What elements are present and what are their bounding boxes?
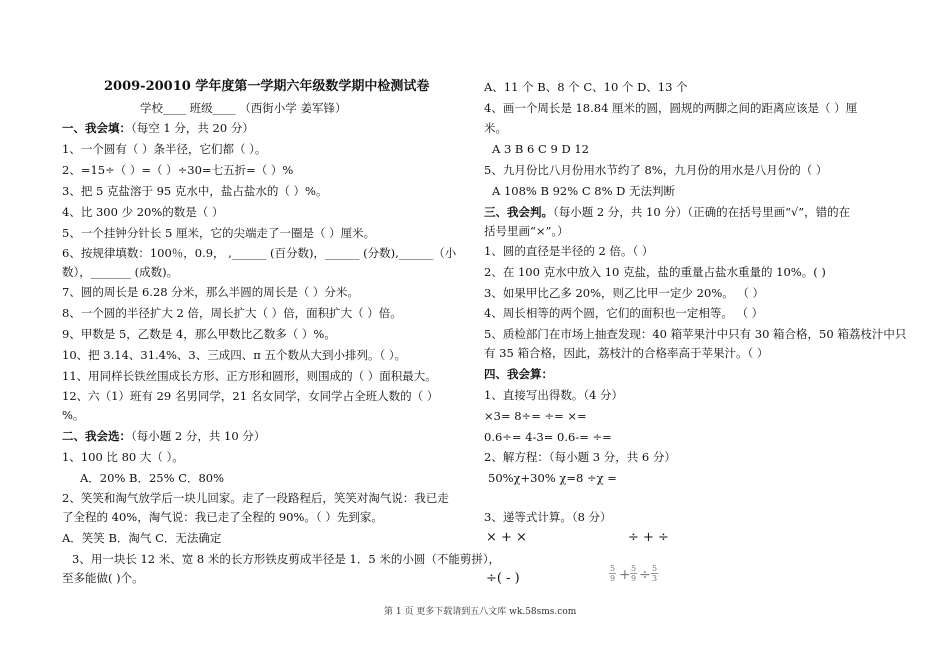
section-1-title: 一、我会填： bbox=[62, 121, 131, 135]
section-2-note: （每小题 2 分，共 10 分） bbox=[131, 429, 266, 443]
choice-q1: 1、100 比 80 大（ ）。 bbox=[62, 450, 184, 464]
choice-q4-line2: 米。 bbox=[484, 121, 507, 135]
fill-q12-line2: %。 bbox=[62, 408, 85, 422]
section-3-header bbox=[484, 205, 850, 219]
choice-q3-line1: 3、用一块长 12 米、宽 8 米的长方形铁皮剪成半径是 1．5 米的小圆（不能剪拼）， bbox=[72, 552, 501, 566]
section-3-note-line2: 括号里画“×”。） bbox=[484, 224, 569, 238]
fill-q12-line1: 12、六（1）班有 29 名男同学，21 名女同学，女同学占全班人数的（ ） bbox=[62, 389, 439, 403]
school-class-line: 学校____ 班级____ （西街小学 姜军锋） bbox=[140, 101, 347, 115]
choice-q5-options: A 108% B 92% C 8% D 无法判断 bbox=[492, 184, 676, 198]
calc-part3-expr2: ÷ + ÷ bbox=[628, 530, 669, 545]
plus-operator: + bbox=[619, 567, 631, 583]
fraction-3 bbox=[651, 564, 658, 583]
fill-q2: 2、=15÷（ ）=（ ）÷30=七五折=（ ）% bbox=[62, 163, 294, 177]
fill-q1: 1、一个圆有（ ）条半径，它们都（ ）。 bbox=[62, 142, 267, 156]
section-1-note: （每空 1 分，共 20 分） bbox=[131, 121, 254, 135]
section-4-title: 四、我会算： bbox=[484, 367, 553, 381]
fraction-3-numerator: 5 bbox=[651, 564, 658, 573]
choice-q3-line2: 至多能做( )个。 bbox=[62, 571, 144, 585]
judge-q1: 1、圆的直径是半径的 2 倍。（ ） bbox=[484, 244, 654, 258]
choice-q2-options: A．笑笑 B．淘气 C．无法确定 bbox=[62, 531, 222, 545]
choice-q3-options: A、11 个 B、8 个 C、10 个 D、13 个 bbox=[484, 80, 688, 94]
calc-part2-title: 2、解方程：（每小题 3 分，共 6 分） bbox=[484, 450, 676, 464]
fraction-2-numerator: 5 bbox=[630, 564, 637, 573]
calc-part3-expr3: ÷( - ) bbox=[486, 571, 520, 586]
fill-q8: 8、一个圆的半径扩大 2 倍，周长扩大（ ）倍，面积扩大（ ）倍。 bbox=[62, 306, 402, 320]
choice-q5: 5、九月份比八月份用水节约了 8%，九月份的用水是八月份的（ ） bbox=[484, 163, 828, 177]
page-footer: 第 1 页 更多下载请到五八文库 wk.58sms.com bbox=[384, 607, 577, 617]
fill-q5: 5、一个挂钟分针长 5 厘米，它的尖端走了一圈是（ ）厘米。 bbox=[62, 226, 376, 240]
section-3-title: 三、我会判。 bbox=[484, 205, 553, 219]
fill-q9: 9、甲数是 5，乙数是 4，那么甲数比乙数多（ ）%。 bbox=[62, 327, 336, 341]
judge-q4: 4、周长相等的两个圆，它们的面积也一定相等。 （ ） bbox=[484, 306, 764, 320]
calc-part1-row1: ×3= 8÷= ÷= ×= bbox=[484, 409, 587, 423]
fill-q4: 4、比 300 少 20%的数是（ ） bbox=[62, 205, 224, 219]
section-1-header bbox=[62, 121, 254, 135]
choice-q4-options: A 3 B 6 C 9 D 12 bbox=[492, 142, 589, 156]
judge-q2: 2、在 100 克水中放入 10 克盐，盐的重量占盐水重量的 10%。( ) bbox=[484, 265, 826, 279]
fraction-2 bbox=[630, 564, 637, 583]
fill-q3: 3、把 5 克盐溶于 95 克水中，盐占盐水的（ ）%。 bbox=[62, 184, 328, 198]
fill-q6-line2: 数），_______ (成数)。 bbox=[62, 265, 179, 279]
choice-q4-line1: 4、画一个周长是 18.84 厘米的圆，圆规的两脚之间的距离应该是（ ）厘 bbox=[484, 101, 858, 115]
section-3-note: （每小题 2 分，共 10 分）（正确的在括号里画“√”，错的在 bbox=[553, 205, 851, 219]
judge-q5-line1: 5、质检部门在市场上抽查发现：40 箱苹果汁中只有 30 箱合格，50 箱荔枝汁中只 bbox=[484, 327, 907, 341]
calc-part3-expr1: × + × bbox=[486, 530, 527, 545]
fill-q6-line1: 6、按规律填数：100％，0.9， ,______ (百分数)，______ (分数),______（小 bbox=[62, 246, 457, 260]
section-2-header bbox=[62, 429, 265, 443]
fraction-1-denominator: 9 bbox=[609, 574, 616, 583]
fill-q10: 10、把 3.14、31.4%、3、三成四、π 五个数从大到小排列。（ ）。 bbox=[62, 348, 407, 362]
calc-part1-title: 1、直接写出得数。（4 分） bbox=[484, 388, 624, 402]
fraction-2-denominator: 9 bbox=[630, 574, 637, 583]
divide-operator: ÷ bbox=[639, 567, 651, 583]
judge-q3: 3、如果甲比乙多 20%，则乙比甲一定少 20%。 （ ） bbox=[484, 286, 765, 300]
calc-part1-row2: 0.6÷= 4-3= 0.6-= ÷= bbox=[484, 430, 612, 444]
page-title: 2009-20010 学年度第一学期六年级数学期中检测试卷 bbox=[104, 79, 430, 94]
judge-q5-line2: 有 35 箱合格，因此，荔枝汁的合格率高于苹果汁。（ ） bbox=[484, 346, 769, 360]
equation-row: 50%χ+30% χ=8 ÷χ = bbox=[488, 471, 617, 485]
fraction-3-denominator: 3 bbox=[651, 574, 658, 583]
section-2-title: 二、我会选： bbox=[62, 429, 131, 443]
fill-q11: 11、用同样长铁丝围成长方形、正方形和圆形，则围成的（ ）面积最大。 bbox=[62, 369, 437, 383]
fill-q7: 7、圆的周长是 6.28 分米，那么半圆的周长是（ ）分米。 bbox=[62, 285, 359, 299]
choice-q1-options: A．20% B．25% C．80% bbox=[80, 471, 225, 485]
calc-part3-title: 3、递等式计算。（8 分） bbox=[484, 510, 612, 524]
choice-q2-line1: 2、笑笑和淘气放学后一块儿回家。走了一段路程后，笑笑对淘气说：我已走 bbox=[62, 491, 449, 505]
choice-q2-line2: 了全程的 40%，淘气说：我已走了全程的 90%。（ ）先到家。 bbox=[62, 510, 383, 524]
fraction-1 bbox=[609, 564, 616, 583]
fraction-1-numerator: 5 bbox=[609, 564, 616, 573]
